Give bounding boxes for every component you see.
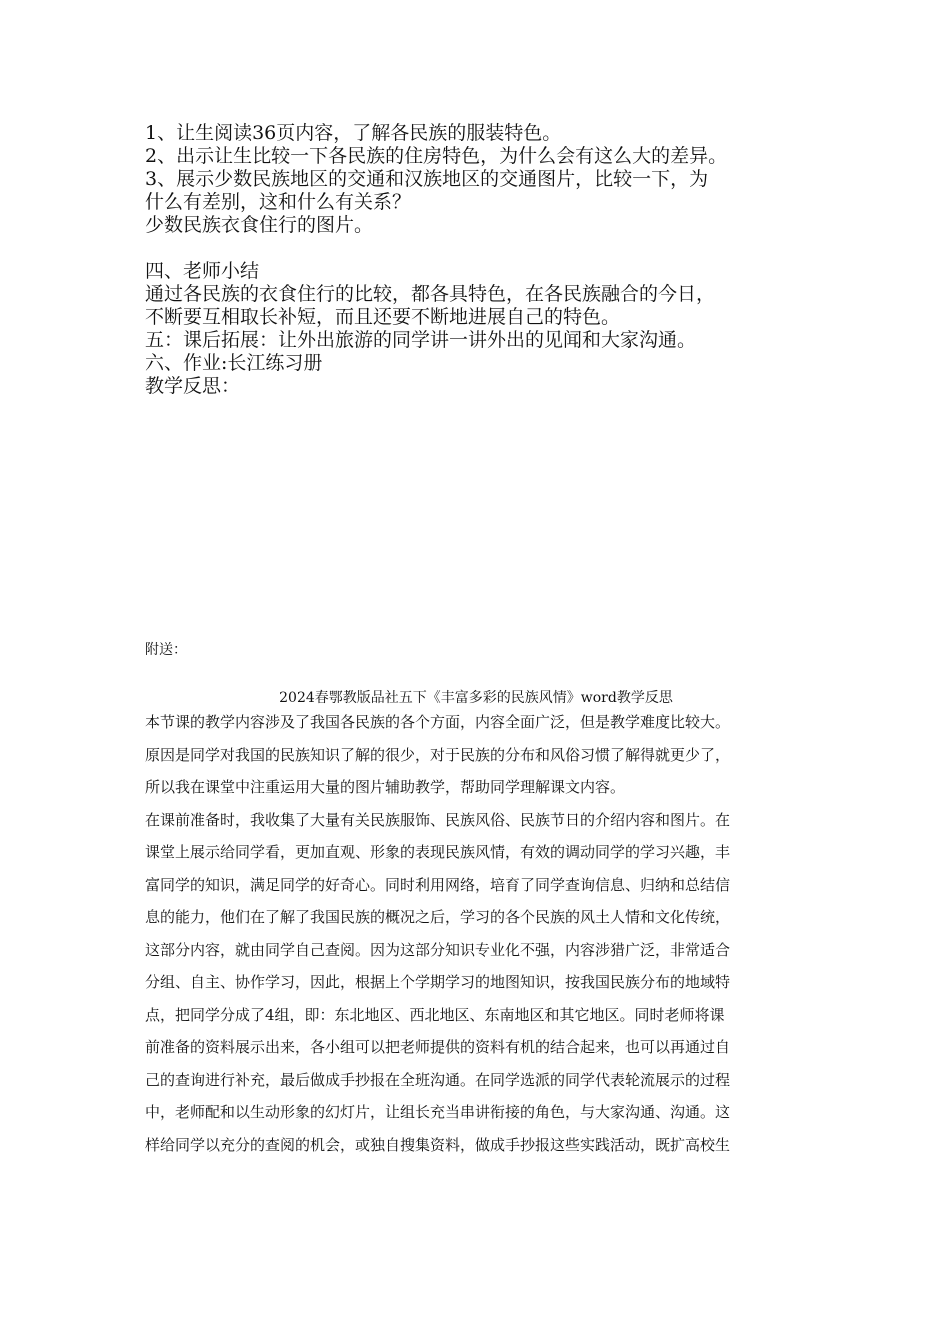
essay-line: 富同学的知识，满足同学的好奇心。同时利用网络，培育了同学查询信息、归纳和总结信 (145, 875, 731, 894)
essay-line: 样给同学以充分的查阅的机会，或独自搜集资料，做成手抄报这些实践活动，既扩高校生 (145, 1135, 731, 1154)
essay-title: 2024春鄂教版品社五下《丰富多彩的民族风情》word教学反思 (279, 690, 673, 706)
essay-line: 中，老师配和以生动形象的幻灯片，让组长充当串讲衔接的角色，与大家沟通、沟通。这 (145, 1103, 731, 1121)
lesson-step-3-continued: 什么有差别，这和什么有关系？ (145, 191, 412, 213)
reflection-heading: 教学反思： (145, 375, 241, 397)
essay-line: 己的查询进行补充，最后做成手抄报在全班沟通。在同学选派的同学代表轮流展示的过程 (145, 1070, 731, 1089)
appendix-label: 附送： (145, 642, 187, 658)
blank-line (145, 237, 825, 260)
lesson-plan-section (145, 122, 825, 398)
lesson-step-2: 2、出示让生比较一下各民族的住房特色，为什么会有这么大的差异。 (145, 145, 728, 167)
essay-line: 课堂上展示给同学看，更加直观、形象的表现民族风情，有效的调动同学的学习兴趣，丰 (145, 843, 731, 861)
essay-line: 在课前准备时，我收集了大量有关民族服饰、民族风俗、民族节日的介绍内容和图片。在 (145, 810, 731, 829)
extension-activity: 五：课后拓展：让外出旅游的同学讲一讲外出的见闻和大家沟通。 (145, 329, 697, 351)
essay-line: 这部分内容，就由同学自己查阅。因为这部分知识专业化不强，内容涉猎广泛，非常适合 (145, 940, 731, 959)
essay-line: 息的能力，他们在了解了我国民族的概况之后，学习的各个民族的风土人情和文化传统， (145, 908, 731, 926)
summary-text-line-1: 通过各民族的衣食住行的比较，都各具特色，在各民族融合的今日， (145, 283, 716, 305)
summary-text-line-2: 不断要互相取长补短，而且还要不断地进展自己的特色。 (145, 306, 621, 328)
lesson-step-1: 1、让生阅读36页内容，了解各民族的服装特色。 (145, 122, 562, 144)
lesson-step-3: 3、展示少数民族地区的交通和汉族地区的交通图片，比较一下，为 (145, 168, 709, 190)
essay-line: 前准备的资料展示出来，各小组可以把老师提供的资料有机的结合起来，也可以再通过自 (145, 1038, 731, 1056)
reflection-essay (145, 712, 825, 1167)
section-heading-summary: 四、老师小结 (145, 260, 260, 282)
essay-line: 原因是同学对我国的民族知识了解的很少，对于民族的分布和风俗习惯了解得就更少了， (145, 745, 731, 764)
essay-line: 点，把同学分成了4组，即：东北地区、西北地区、东南地区和其它地区。同时老师将课 (145, 1005, 725, 1024)
essay-line: 所以我在课堂中注重运用大量的图片辅助教学，帮助同学理解课文内容。 (145, 778, 626, 796)
homework: 六、作业:长江练习册 (145, 352, 323, 374)
essay-line: 分组、自主、协作学习，因此，根据上个学期学习的地图知识，按我国民族分布的地域特 (145, 973, 731, 991)
materials-note: 少数民族衣食住行的图片。 (145, 214, 374, 236)
essay-line: 本节课的教学内容涉及了我国各民族的各个方面，内容全面广泛，但是教学难度比较大。 (145, 713, 731, 731)
